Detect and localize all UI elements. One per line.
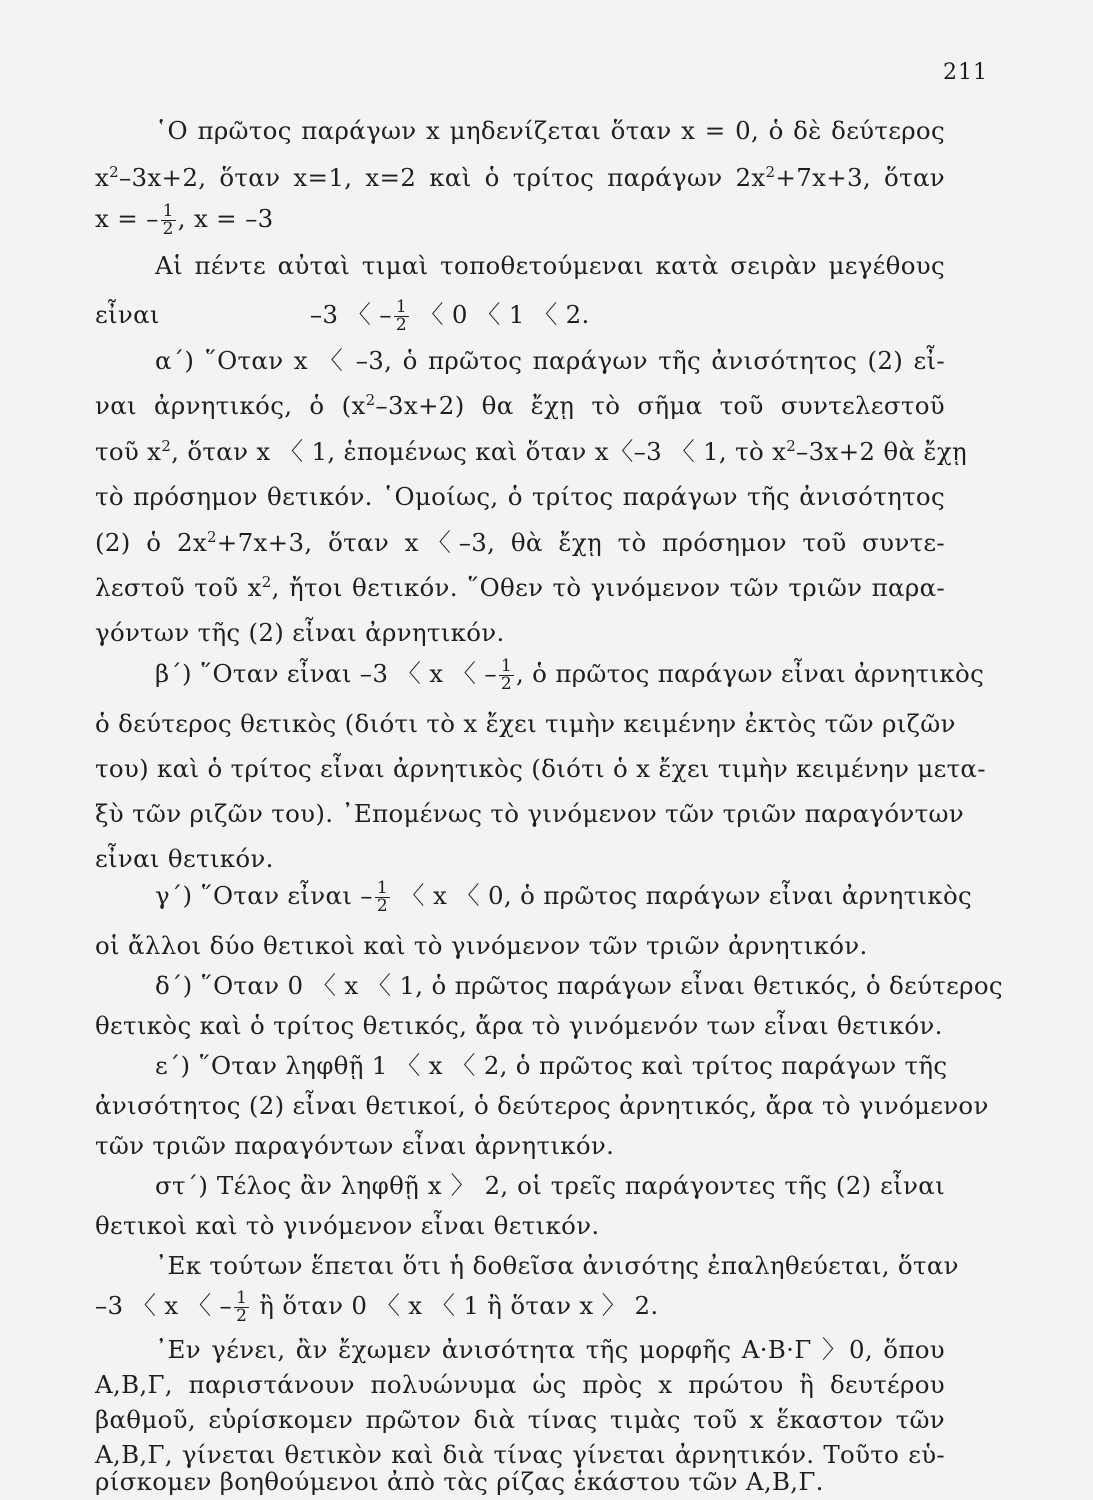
text-span: x = – [95,204,159,233]
exponent: 2 [261,572,272,591]
text-line: Α,Β,Γ, γίνεται θετικὸν καὶ διὰ τίνας γίνεται ἀρνητικόν. Τοῦτο εὑ- [95,1440,945,1469]
fraction-numerator: 1 [236,1288,248,1308]
fraction-denominator: 2 [236,1306,248,1326]
text-line [155,878,973,916]
text-line [155,656,985,694]
text-line: ὁ δεύτερος θετικὸς (διότι τὸ x ἔχει τιμὴν κειμένην ἐκτὸς τῶν ριζῶν [95,709,956,738]
fraction-denominator: 2 [162,219,174,239]
text-line: οἱ ἄλλοι δύο θετικοὶ καὶ τὸ γινόμενον τῶν τριῶν ἀρνητικόν. [95,931,868,960]
text-line: α΄) ῞Οταν x 〈 –3, ὁ πρῶτος παράγων τῆς ἀνισότητος (2) εἶ- [155,346,945,375]
fraction-numerator: 1 [395,297,407,317]
text-line [95,203,945,238]
text-line: θετικὸς καὶ ὁ τρίτος θετικός, ἄρα τὸ γινόμενόν των εἶναι θετικόν. [95,1011,943,1040]
text-span: –3x+2 θὰ ἔχῃ [796,437,967,466]
text-span: λεστοῦ τοῦ x [95,573,262,602]
exponent: 2 [365,390,376,409]
text-line: του) καὶ ὁ τρίτος εἶναι ἀρνητικὸς (διότι ὁ x ἔχει τιμὴν κειμένην μετα- [95,754,986,783]
exponent: 2 [206,527,217,546]
fraction [234,1290,249,1325]
fraction [375,880,390,915]
text-line [95,527,945,559]
text-line [95,436,967,468]
text-line: τὸ πρόσημον θετικόν. ῾Ομοίως, ὁ τρίτος παράγων τῆς ἀνισότητος [95,482,945,511]
exponent: 2 [786,436,797,455]
fraction [394,299,409,334]
text-line: βαθμοῦ, εὑρίσκομεν πρῶτον διὰ τίνας τιμὰς τοῦ x ἕκαστον τῶν [95,1405,945,1434]
text-line: ξὺ τῶν ριζῶν του). ᾿Επομένως τὸ γινόμενον τῶν τριῶν παραγόντων [95,799,964,828]
text-line [95,1290,945,1325]
text-span: ἢ ὅταν 0 〈 x 〈 1 ἢ ὅταν x 〉 2. [251,1291,659,1320]
text-line: στ΄) Τέλος ἂν ληφθῇ x 〉 2, οἱ τρεῖς παράγοντες τῆς (2) εἶναι [155,1171,945,1200]
text-span: , x = –3 [177,204,274,233]
text-line: ᾿Εκ τούτων ἕπεται ὅτι ἡ δοθεῖσα ἀνισότης ἐπαληθεύεται, ὅταν [155,1251,959,1280]
exponent: 2 [161,436,172,455]
text-line: εἶναι θετικόν. [95,844,274,873]
text-span: –3 〈 x 〈 – [95,1291,233,1320]
fraction [499,658,514,693]
text-line: ῾Ο πρῶτος παράγων x μηδενίζεται ὅταν x = 0, ὁ δὲ δεύτερος [155,116,945,145]
text-span: β΄) ῞Οταν εἶναι –3 〈 x 〈 – [155,659,497,688]
text-span: 〈 x 〈 0, ὁ πρῶτος παράγων εἶναι ἀρνητικὸς [391,881,973,910]
text-line: ᾿Εν γένει, ἂν ἔχωμεν ἀνισότητα τῆς μορφῆς Α·Β·Γ 〉0, ὅπου [155,1335,945,1364]
fraction-denominator: 2 [500,674,512,694]
fraction-denominator: 2 [395,315,407,335]
text-span: –3 〈 – [309,300,392,329]
text-span: +7x+3, ὅταν x〈–3, θὰ ἔχῃ τὸ πρόσημον τοῦ συντε- [216,528,945,557]
fraction-numerator: 1 [376,878,388,898]
text-line: θετικοὶ καὶ τὸ γινόμενον εἶναι θετικόν. [95,1211,600,1240]
exponent: 2 [109,162,119,181]
text-line: τῶν τριῶν παραγόντων εἶναι ἀρνητικόν. [95,1131,615,1160]
text-span: , ὅταν x 〈 1, ἑπομένως καὶ ὅταν x〈–3 〈 1, τὸ x [171,437,787,466]
text-span: –3x+2, ὅταν x=1, x=2 καὶ ὁ τρίτος παράγων 2x [118,163,766,192]
page-number: 211 [943,60,988,85]
text-line: Α,Β,Γ, παριστάνουν πολυώνυμα ὡς πρὸς x πρώτου ἢ δευτέρου [95,1370,945,1399]
text-line [95,572,945,604]
text-span: εἶναι [95,300,160,329]
text-line: ἀνισότητος (2) εἶναι θετικοί, ὁ δεύτερος ἀρνητικός, ἄρα τὸ γινόμενον [95,1091,989,1120]
text-line: ε΄) ῞Οταν ληφθῇ 1 〈 x 〈 2, ὁ πρῶτος καὶ τρίτος παράγων τῆς [155,1051,948,1080]
text-line: γόντων τῆς (2) εἶναι ἀρνητικόν. [95,618,505,647]
text-span: , ἤτοι θετικόν. ῞Οθεν τὸ γινόμενον τῶν τριῶν παρα- [271,573,945,602]
text-line [95,390,945,422]
text-line [95,299,945,334]
fraction-numerator: 1 [162,201,174,221]
fraction [161,203,176,238]
text-span: τοῦ x [95,437,162,466]
text-span: γ΄) ῞Οταν εἶναι – [155,881,373,910]
fraction-denominator: 2 [376,896,388,916]
text-line [95,162,945,194]
text-span: ναι ἀρνητικός, ὁ (x [95,391,366,420]
text-span: (2) ὁ 2x [95,528,207,557]
text-line: ρίσκομεν βοηθούμενοι ἀπὸ τὰς ρίζας ἑκάστου τῶν Α,Β,Γ. [95,1467,824,1496]
fraction-numerator: 1 [500,656,512,676]
math-symbol: x [95,163,110,192]
text-span: 〈 0 〈 1 〈 2. [410,300,590,329]
text-line: δ΄) ῞Οταν 0 〈 x 〈 1, ὁ πρῶτος παράγων εἶναι θετικός, ὁ δεύτερος [155,971,1003,1000]
text-span: , ὁ πρῶτος παράγων εἶναι ἀρνητικὸς [516,659,985,688]
text-line: Αἱ πέντε αὐταὶ τιμαὶ τοποθετούμεναι κατὰ σειρὰν μεγέθους [155,251,945,280]
text-span: +7x+3, ὅταν [775,163,945,192]
exponent: 2 [765,162,776,181]
text-span: –3x+2) θα ἔχῃ τὸ σῆμα τοῦ συντελεστοῦ [375,391,945,420]
